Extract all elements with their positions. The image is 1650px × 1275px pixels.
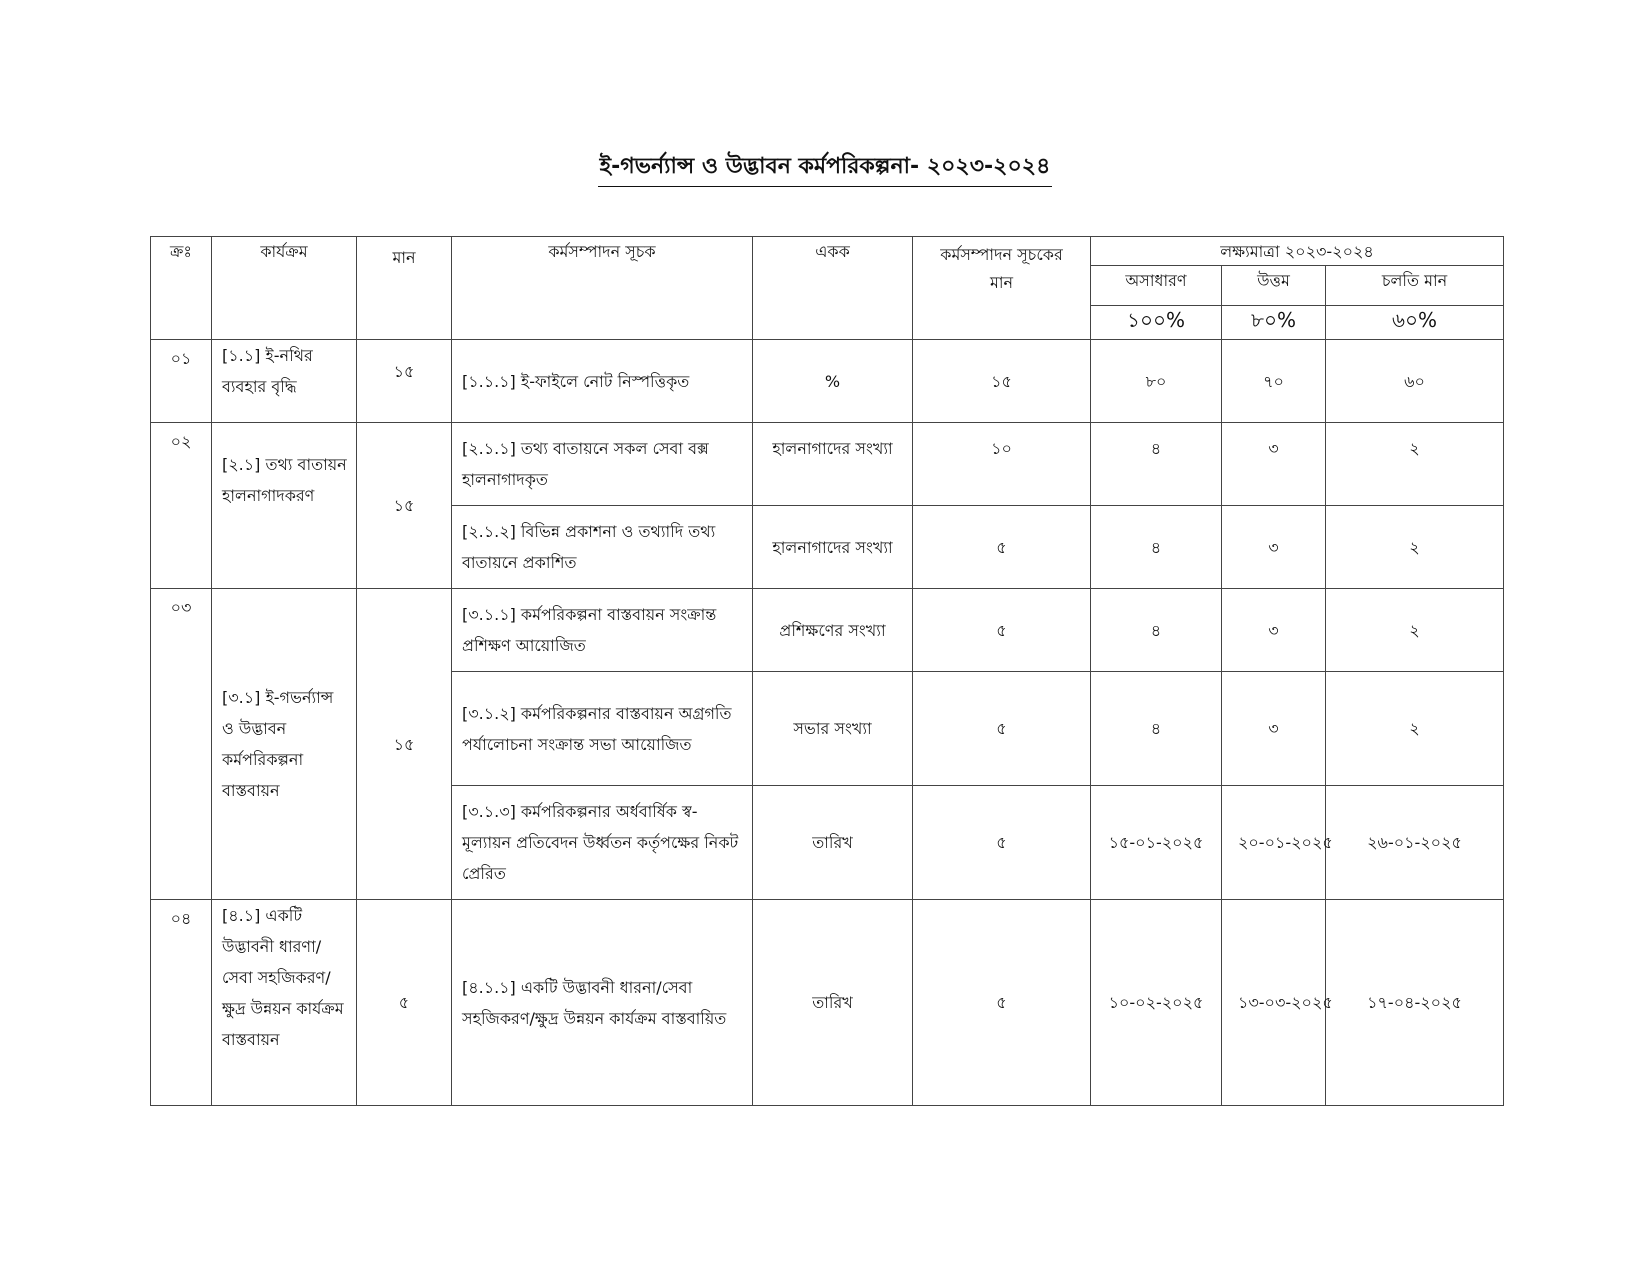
very-good-cell: ৭০ [1222,340,1326,423]
table-row [151,589,1504,672]
serial-cell: ০১ [151,340,212,423]
header-indicator-score: কর্মসম্পাদন সূচকের মান [913,237,1091,340]
indicator-cell: [৩.১.৩] কর্মপরিকল্পনার অর্ধবার্ষিক স্ব-মূল্যায়ন প্রতিবেদন উর্ধ্বতন কর্তৃপক্ষের নিকট প্রেরিত [452,786,753,900]
very-good-cell: ১৩-০৩-২০২৫ [1222,900,1326,1106]
very-good-cell: ৩ [1222,423,1326,506]
serial-cell: ০৩ [151,589,212,900]
indicator-cell: [১.১.১] ই-ফাইলে নোট নিস্পত্তিকৃত [452,340,753,423]
header-indicator: কর্মসম্পাদন সূচক [452,237,753,340]
header-target-group: লক্ষ্যমাত্রা ২০২৩-২০২৪ [1091,237,1504,266]
header-serial: ক্রঃ [151,237,212,340]
current-cell: ২ [1326,423,1504,506]
current-cell: ৬০ [1326,340,1504,423]
current-cell: ২ [1326,589,1504,672]
current-cell: ১৭-০৪-২০২৫ [1326,900,1504,1106]
action-plan-table [150,236,1504,1106]
excellent-cell: ৪ [1091,672,1222,786]
unit-cell: হালনাগাদের সংখ্যা [753,506,913,589]
score-cell: ১৫ [357,589,452,900]
unit-cell: সভার সংখ্যা [753,672,913,786]
score-cell: ১৫ [357,340,452,423]
header-excellent: অসাধারণ [1091,266,1222,306]
serial-cell: ০৪ [151,900,212,1106]
unit-cell: হালনাগাদের সংখ্যা [753,423,913,506]
excellent-cell: ১৫-০১-২০২৫ [1091,786,1222,900]
excellent-cell: ৪ [1091,589,1222,672]
header-current-pct: ৬০% [1326,306,1504,340]
unit-cell: তারিখ [753,786,913,900]
indicator-cell: [৪.১.১] একটি উদ্ভাবনী ধারনা/সেবা সহজিকরণ/ক্ষুদ্র উন্নয়ন কার্যক্রম বাস্তবায়িত [452,900,753,1106]
activity-cell: [৩.১] ই-গভর্ন্যান্স ও উদ্ভাবন কর্মপরিকল্পনা বাস্তবায়ন [212,589,357,900]
activity-cell: [৪.১] একটি উদ্ভাবনী ধারণা/ সেবা সহজিকরণ/ ক্ষুদ্র উন্নয়ন কার্যক্রম বাস্তবায়ন [212,900,357,1106]
header-row-1 [151,237,1504,266]
unit-cell: তারিখ [753,900,913,1106]
very-good-cell: ৩ [1222,672,1326,786]
header-very-good: উত্তম [1222,266,1326,306]
table-row [151,340,1504,423]
indicator-score-cell: ৫ [913,506,1091,589]
current-cell: ২ [1326,506,1504,589]
table-row [151,423,1504,506]
indicator-cell: [২.১.২] বিভিন্ন প্রকাশনা ও তথ্যাদি তথ্য বাতায়নে প্রকাশিত [452,506,753,589]
very-good-cell: ৩ [1222,589,1326,672]
header-very-good-pct: ৮০% [1222,306,1326,340]
unit-cell: % [753,340,913,423]
very-good-cell: ২০-০১-২০২৫ [1222,786,1326,900]
excellent-cell: ৪ [1091,506,1222,589]
excellent-cell: ৮০ [1091,340,1222,423]
header-unit: একক [753,237,913,340]
indicator-cell: [৩.১.১] কর্মপরিকল্পনা বাস্তবায়ন সংক্রান্ত প্রশিক্ষণ আয়োজিত [452,589,753,672]
score-cell: ১৫ [357,423,452,589]
current-cell: ২ [1326,672,1504,786]
indicator-cell: [২.১.১] তথ্য বাতায়নে সকল সেবা বক্স হালনাগাদকৃত [452,423,753,506]
page-title [0,150,1650,187]
very-good-cell: ৩ [1222,506,1326,589]
indicator-score-cell: ৫ [913,589,1091,672]
current-cell: ২৬-০১-২০২৫ [1326,786,1504,900]
excellent-cell: ৪ [1091,423,1222,506]
activity-cell: [১.১] ই-নথির ব্যবহার বৃদ্ধি [212,340,357,423]
excellent-cell: ১০-০২-২০২৫ [1091,900,1222,1106]
indicator-score-cell: ৫ [913,786,1091,900]
activity-cell: [২.১] তথ্য বাতায়ন হালনাগাদকরণ [212,423,357,589]
header-excellent-pct: ১০০% [1091,306,1222,340]
header-activity: কার্যক্রম [212,237,357,340]
unit-cell: প্রশিক্ষণের সংখ্যা [753,589,913,672]
indicator-score-cell: ৫ [913,672,1091,786]
table-row [151,900,1504,1106]
indicator-cell: [৩.১.২] কর্মপরিকল্পনার বাস্তবায়ন অগ্রগতি পর্যালোচনা সংক্রান্ত সভা আয়োজিত [452,672,753,786]
indicator-score-cell: ১৫ [913,340,1091,423]
score-cell: ৫ [357,900,452,1106]
header-current: চলতি মান [1326,266,1504,306]
serial-cell: ০২ [151,423,212,589]
indicator-score-cell: ১০ [913,423,1091,506]
header-score: মান [357,237,452,340]
page-title-text: ই-গভর্ন্যান্স ও উদ্ভাবন কর্মপরিকল্পনা- ২০২৩-২০২৪ [598,150,1053,187]
indicator-score-cell: ৫ [913,900,1091,1106]
